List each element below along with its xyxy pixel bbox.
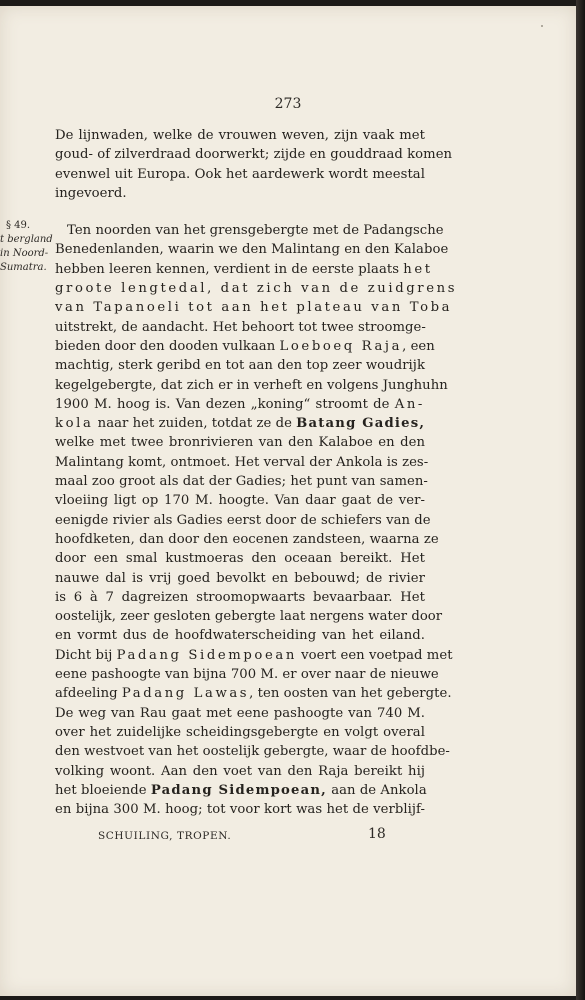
text-line: De lijnwaden, welke de vrouwen weven, zijn vaak met bbox=[55, 128, 425, 143]
text-line: uitstrekt, de aandacht. Het behoort tot twee stroomge- bbox=[55, 319, 426, 335]
text-line: bieden door den dooden vulkaan Loeboeq Raja, een bbox=[55, 338, 435, 354]
text-line: nauwe dal is vrij goed bevolkt en bebouwd; de rivier bbox=[55, 570, 425, 586]
text-line: oostelijk, zeer gesloten gebergte laat nergens water door bbox=[55, 609, 443, 625]
text-line: afdeeling Padang Lawas, ten oosten van het gebergte. bbox=[55, 686, 452, 702]
paragraph-2 bbox=[55, 221, 458, 819]
margin-note bbox=[0, 219, 54, 275]
footer-signature-number: 18 bbox=[368, 826, 386, 842]
text-line: De weg van Rau gaat met eene pashoogte van 740 M. bbox=[55, 705, 425, 721]
text-line: is 6 à 7 dagreizen stroomopwaarts bevaarbaar. Het bbox=[55, 589, 425, 605]
place-name: Padang Sidempoean bbox=[116, 647, 297, 663]
text-line: groote lengtedal, dat zich van de zuidgrens bbox=[55, 281, 458, 297]
book-page bbox=[0, 6, 576, 996]
text-line: hebben leeren kennen, verdient in de eerste plaats het bbox=[55, 261, 433, 277]
page-number: 273 bbox=[274, 96, 302, 112]
place-name: Loeboeq Raja bbox=[279, 338, 403, 354]
text-line: en vormt dus de hoofdwaterscheiding van het eiland. bbox=[55, 628, 425, 644]
text-line: van Tapanoeli tot aan het plateau van Toba bbox=[55, 300, 453, 316]
text-line: Dicht bij Padang Sidempoean voert een voetpad met bbox=[55, 647, 453, 663]
margin-note-line: Sumatra. bbox=[0, 262, 47, 273]
river-name: Batang Gadies, bbox=[296, 416, 426, 432]
text-line: 1900 M. hoog is. Van dezen „koning“ stroomt de An- bbox=[55, 396, 425, 412]
paragraph-1 bbox=[55, 126, 453, 203]
text-line: Malintang komt, ontmoet. Het verval der Ankola is zes- bbox=[55, 454, 429, 470]
page-edge bbox=[576, 0, 585, 1000]
text-line: volking woont. Aan den voet van den Raja bereikt hij bbox=[55, 763, 425, 779]
text-line: machtig, sterk geribd en tot aan den top zeer woudrijk bbox=[55, 358, 425, 374]
text-line: evenwel uit Europa. Ook het aardewerk wordt meestal bbox=[55, 166, 425, 182]
text-line: vloeiing ligt op 170 M. hoogte. Van daar gaat de ver- bbox=[55, 493, 425, 509]
margin-note-line: in Noord- bbox=[0, 248, 49, 259]
text-line: welke met twee bronrivieren van den Kalaboe en den bbox=[55, 435, 425, 451]
text-line: en bijna 300 M. hoog; tot voor kort was het de verblijf- bbox=[55, 802, 425, 818]
text-line: ingevoerd. bbox=[55, 185, 127, 201]
text-line: Benedenlanden, waarin we den Malintang en den Kalaboe bbox=[55, 242, 449, 258]
place-name: Padang Lawas bbox=[121, 686, 250, 702]
text-line: kegelgebergte, dat zich er in verheft en volgens Junghuhn bbox=[55, 377, 448, 393]
text-line: kola naar het zuiden, totdat ze de Batang Gadies, bbox=[55, 416, 426, 432]
text-line: den westvoet van het oostelijk gebergte, waar de hoofdbe- bbox=[55, 744, 450, 760]
text-line: het bloeiende Padang Sidempoean, aan de Ankola bbox=[55, 782, 427, 798]
text-line: eene pashoogte van bijna 700 M. er over naar de nieuwe bbox=[55, 667, 439, 683]
text-line: goud- of zilverdraad doorwerkt; zijde en gouddraad komen bbox=[55, 147, 453, 163]
footer-signature-author: SCHUILING, TROPEN. bbox=[98, 830, 232, 842]
text-line: over het zuidelijke scheidingsgebergte en volgt overal bbox=[55, 724, 425, 740]
text-line: maal zoo groot als dat der Gadies; het punt van samen- bbox=[55, 474, 428, 490]
text-line: eenigde rivier als Gadies eerst door de schiefers van de bbox=[55, 512, 431, 528]
margin-note-line: t bergland bbox=[0, 234, 53, 245]
place-name: Padang Sidempoean, bbox=[150, 782, 327, 798]
text-line: door een smal kustmoeras den oceaan bereikt. Het bbox=[55, 551, 425, 567]
paper-speck bbox=[541, 25, 543, 27]
section-number: § 49. bbox=[6, 220, 31, 231]
body-text bbox=[55, 126, 458, 819]
text-line: Ten noorden van het grensgebergte met de Padangsche bbox=[67, 223, 444, 239]
text-line: hoofdketen, dan door den eocenen zandsteen, waarna ze bbox=[55, 531, 439, 547]
